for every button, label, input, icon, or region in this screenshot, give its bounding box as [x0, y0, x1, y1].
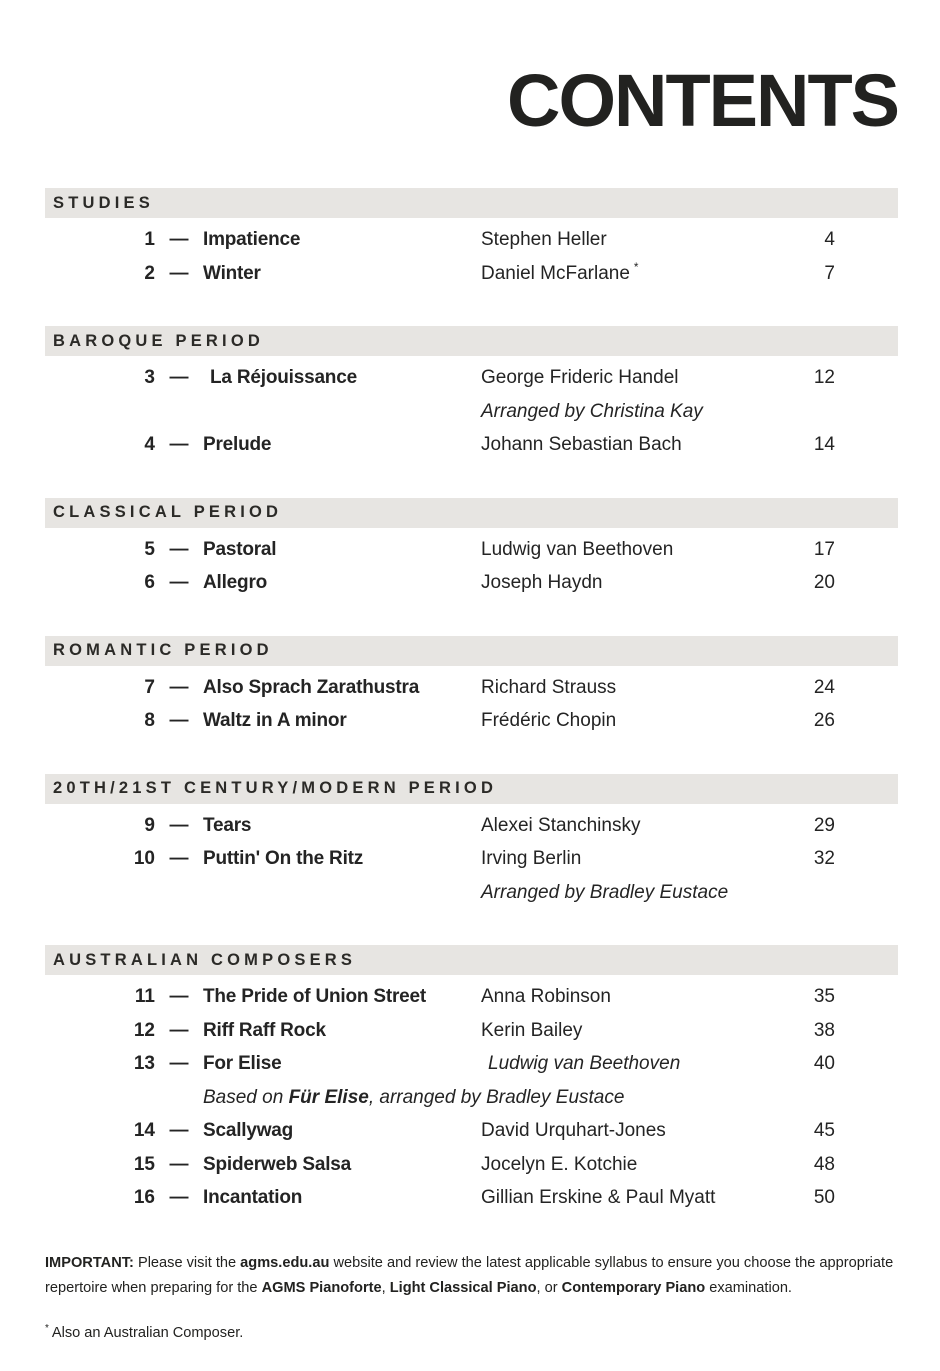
section-heading: BAROQUE PERIOD — [45, 326, 898, 356]
entry-number: 14 — [133, 1120, 155, 1141]
section-body — [45, 533, 898, 600]
toc-entry-row — [45, 428, 898, 462]
toc-entry-row — [45, 1148, 898, 1182]
toc-entry-row — [45, 1114, 898, 1148]
entry-composer: Irving Berlin — [481, 848, 582, 869]
entry-page: 20 — [813, 572, 835, 593]
entry-dash: — — [169, 572, 189, 593]
entry-title: Riff Raff Rock — [203, 1019, 326, 1041]
entry-page: 48 — [813, 1153, 835, 1175]
entry-note — [481, 395, 835, 429]
entry-dash: — — [169, 814, 189, 836]
toc-entry-row — [45, 257, 898, 291]
entry-title: Waltz in A minor — [203, 710, 347, 731]
entry-page: 24 — [813, 676, 835, 698]
entry-page: 38 — [813, 1019, 835, 1041]
entry-composer: George Frideric Handel — [481, 367, 679, 388]
entry-page: 14 — [813, 434, 835, 455]
toc-entry-row — [45, 223, 898, 257]
entry-composer: David Urquhart-Jones — [481, 1120, 666, 1141]
entry-dash: — — [169, 262, 189, 284]
entry-composer: Joseph Haydn — [481, 572, 603, 593]
section-heading: 20TH/21ST CENTURY/MODERN PERIOD — [45, 774, 898, 804]
footer-segment: website and review the latest applicable syllabus to ensure you choose the appropriate repertoire when preparing for the — [45, 1254, 894, 1296]
entry-page: 7 — [824, 262, 835, 284]
entry-dash: — — [169, 1153, 189, 1175]
toc-entry-row — [45, 361, 898, 395]
toc-entry-row — [45, 566, 898, 600]
toc-entry-row — [45, 1047, 898, 1081]
entry-number: 6 — [144, 572, 155, 593]
toc-entry-note-row — [45, 395, 898, 429]
australian-composer-footnote — [45, 1322, 898, 1341]
section-body — [45, 809, 898, 910]
entry-title: Tears — [203, 814, 252, 836]
entry-dash: — — [169, 538, 189, 560]
entry-title: Winter — [203, 262, 261, 284]
toc-section — [45, 188, 898, 290]
entry-title: The Pride of Union Street — [203, 986, 427, 1007]
toc — [45, 188, 898, 1215]
entry-composer: Frédéric Chopin — [481, 710, 617, 731]
entry-composer: Ludwig van Beethoven — [481, 538, 674, 560]
footer-segment: Light Classical Piano — [389, 1279, 537, 1296]
entry-dash: — — [169, 434, 189, 455]
entry-page: 40 — [813, 1053, 835, 1074]
entry-number: 8 — [144, 710, 155, 731]
footer-segment: AGMS Pianoforte — [261, 1279, 382, 1296]
entry-title: Scallywag — [203, 1120, 294, 1141]
entry-number: 9 — [144, 814, 155, 836]
entry-title: Puttin' On the Ritz — [203, 848, 364, 869]
entry-title: For Elise — [203, 1053, 282, 1074]
entry-number: 12 — [133, 1019, 155, 1041]
section-body — [45, 361, 898, 462]
toc-section — [45, 498, 898, 600]
entry-title: Prelude — [203, 434, 272, 455]
toc-entry-row — [45, 1014, 898, 1048]
entry-dash: — — [169, 676, 189, 698]
entry-composer: Jocelyn E. Kotchie — [481, 1153, 638, 1175]
page-title: CONTENTS — [507, 59, 898, 142]
entry-number: 3 — [144, 367, 155, 388]
toc-entry-note-row — [45, 876, 898, 910]
toc-section — [45, 774, 898, 910]
toc-entry-row — [45, 533, 898, 567]
entry-dash: — — [169, 1053, 189, 1074]
section-heading: AUSTRALIAN COMPOSERS — [45, 945, 898, 975]
entry-composer: Richard Strauss — [481, 676, 617, 698]
entry-number: 2 — [144, 262, 155, 284]
entry-number: 5 — [144, 538, 155, 560]
toc-section — [45, 945, 898, 1215]
entry-title: Impatience — [203, 229, 301, 250]
entry-title: Allegro — [203, 572, 268, 593]
entry-title: Also Sprach Zarathustra — [203, 676, 420, 698]
entry-page: 26 — [813, 710, 835, 731]
footer-segment: agms.edu.au — [240, 1254, 330, 1271]
asterisk-marker: * — [633, 261, 639, 275]
note-segment: , arranged by Bradley Eustace — [368, 1086, 625, 1108]
toc-entry-row — [45, 704, 898, 738]
section-heading: CLASSICAL PERIOD — [45, 498, 898, 528]
entry-composer: Anna Robinson — [481, 986, 611, 1007]
footnote-text: Also an Australian Composer. — [51, 1324, 244, 1341]
asterisk-marker: * — [45, 1322, 49, 1334]
entry-number: 16 — [133, 1187, 155, 1208]
entry-title: Incantation — [203, 1187, 303, 1208]
entry-number: 1 — [144, 229, 155, 250]
entry-page: 12 — [813, 367, 835, 388]
entry-number: 10 — [133, 848, 155, 869]
footer-segment: , or — [536, 1279, 562, 1296]
toc-section — [45, 326, 898, 462]
entry-number: 4 — [144, 434, 155, 455]
entry-composer: Daniel McFarlane * — [481, 261, 639, 284]
note-segment: Based on — [203, 1086, 289, 1108]
toc-entry-row — [45, 1181, 898, 1215]
section-body — [45, 980, 898, 1215]
entry-title: Pastoral — [203, 538, 277, 560]
toc-entry-row — [45, 980, 898, 1014]
entry-composer: Kerin Bailey — [481, 1019, 583, 1041]
entry-composer: Johann Sebastian Bach — [481, 434, 682, 455]
entry-page: 17 — [813, 538, 835, 560]
entry-composer: Alexei Stanchinsky — [481, 814, 641, 836]
note-segment: Für Elise — [288, 1086, 369, 1108]
toc-entry-note-row — [45, 1081, 898, 1115]
entry-page: 50 — [813, 1187, 835, 1208]
entry-page: 32 — [813, 848, 835, 869]
entry-composer: Stephen Heller — [481, 229, 607, 250]
entry-dash: — — [169, 229, 189, 250]
entry-dash: — — [169, 848, 189, 869]
entry-note — [203, 1081, 835, 1115]
entry-dash: — — [169, 986, 189, 1007]
toc-section — [45, 636, 898, 738]
entry-dash: — — [169, 1019, 189, 1041]
section-heading: ROMANTIC PERIOD — [45, 636, 898, 666]
footer-segment: examination. — [705, 1279, 792, 1296]
entry-dash: — — [169, 1120, 189, 1141]
section-body — [45, 671, 898, 738]
entry-dash: — — [169, 367, 189, 388]
entry-dash: — — [169, 1187, 189, 1208]
section-body — [45, 223, 898, 290]
entry-page: 4 — [824, 229, 835, 250]
footer-segment: Please visit the — [133, 1254, 241, 1271]
footer-segment: Contemporary Piano — [561, 1279, 706, 1296]
entry-number: 13 — [133, 1053, 155, 1074]
entry-number: 15 — [133, 1153, 155, 1175]
toc-entry-row — [45, 809, 898, 843]
note-segment: Arranged by Christina Kay — [481, 400, 703, 422]
section-heading: STUDIES — [45, 188, 898, 218]
footer-segment: , — [381, 1279, 390, 1296]
entry-number: 11 — [134, 986, 155, 1007]
entry-composer: Ludwig van Beethoven — [488, 1053, 681, 1074]
entry-title: Spiderweb Salsa — [203, 1153, 352, 1175]
entry-page: 35 — [813, 986, 835, 1007]
footer-segment: IMPORTANT: — [45, 1254, 134, 1271]
entry-dash: — — [169, 710, 189, 731]
entry-number: 7 — [144, 676, 155, 698]
important-note — [45, 1251, 898, 1301]
entry-page: 45 — [813, 1120, 835, 1141]
entry-title: La Réjouissance — [210, 367, 357, 388]
toc-entry-row — [45, 842, 898, 876]
entry-composer: Gillian Erskine & Paul Myatt — [481, 1187, 716, 1208]
note-segment: Arranged by Bradley Eustace — [481, 881, 729, 903]
entry-page: 29 — [813, 814, 835, 836]
entry-note — [481, 876, 835, 910]
toc-entry-row — [45, 671, 898, 705]
